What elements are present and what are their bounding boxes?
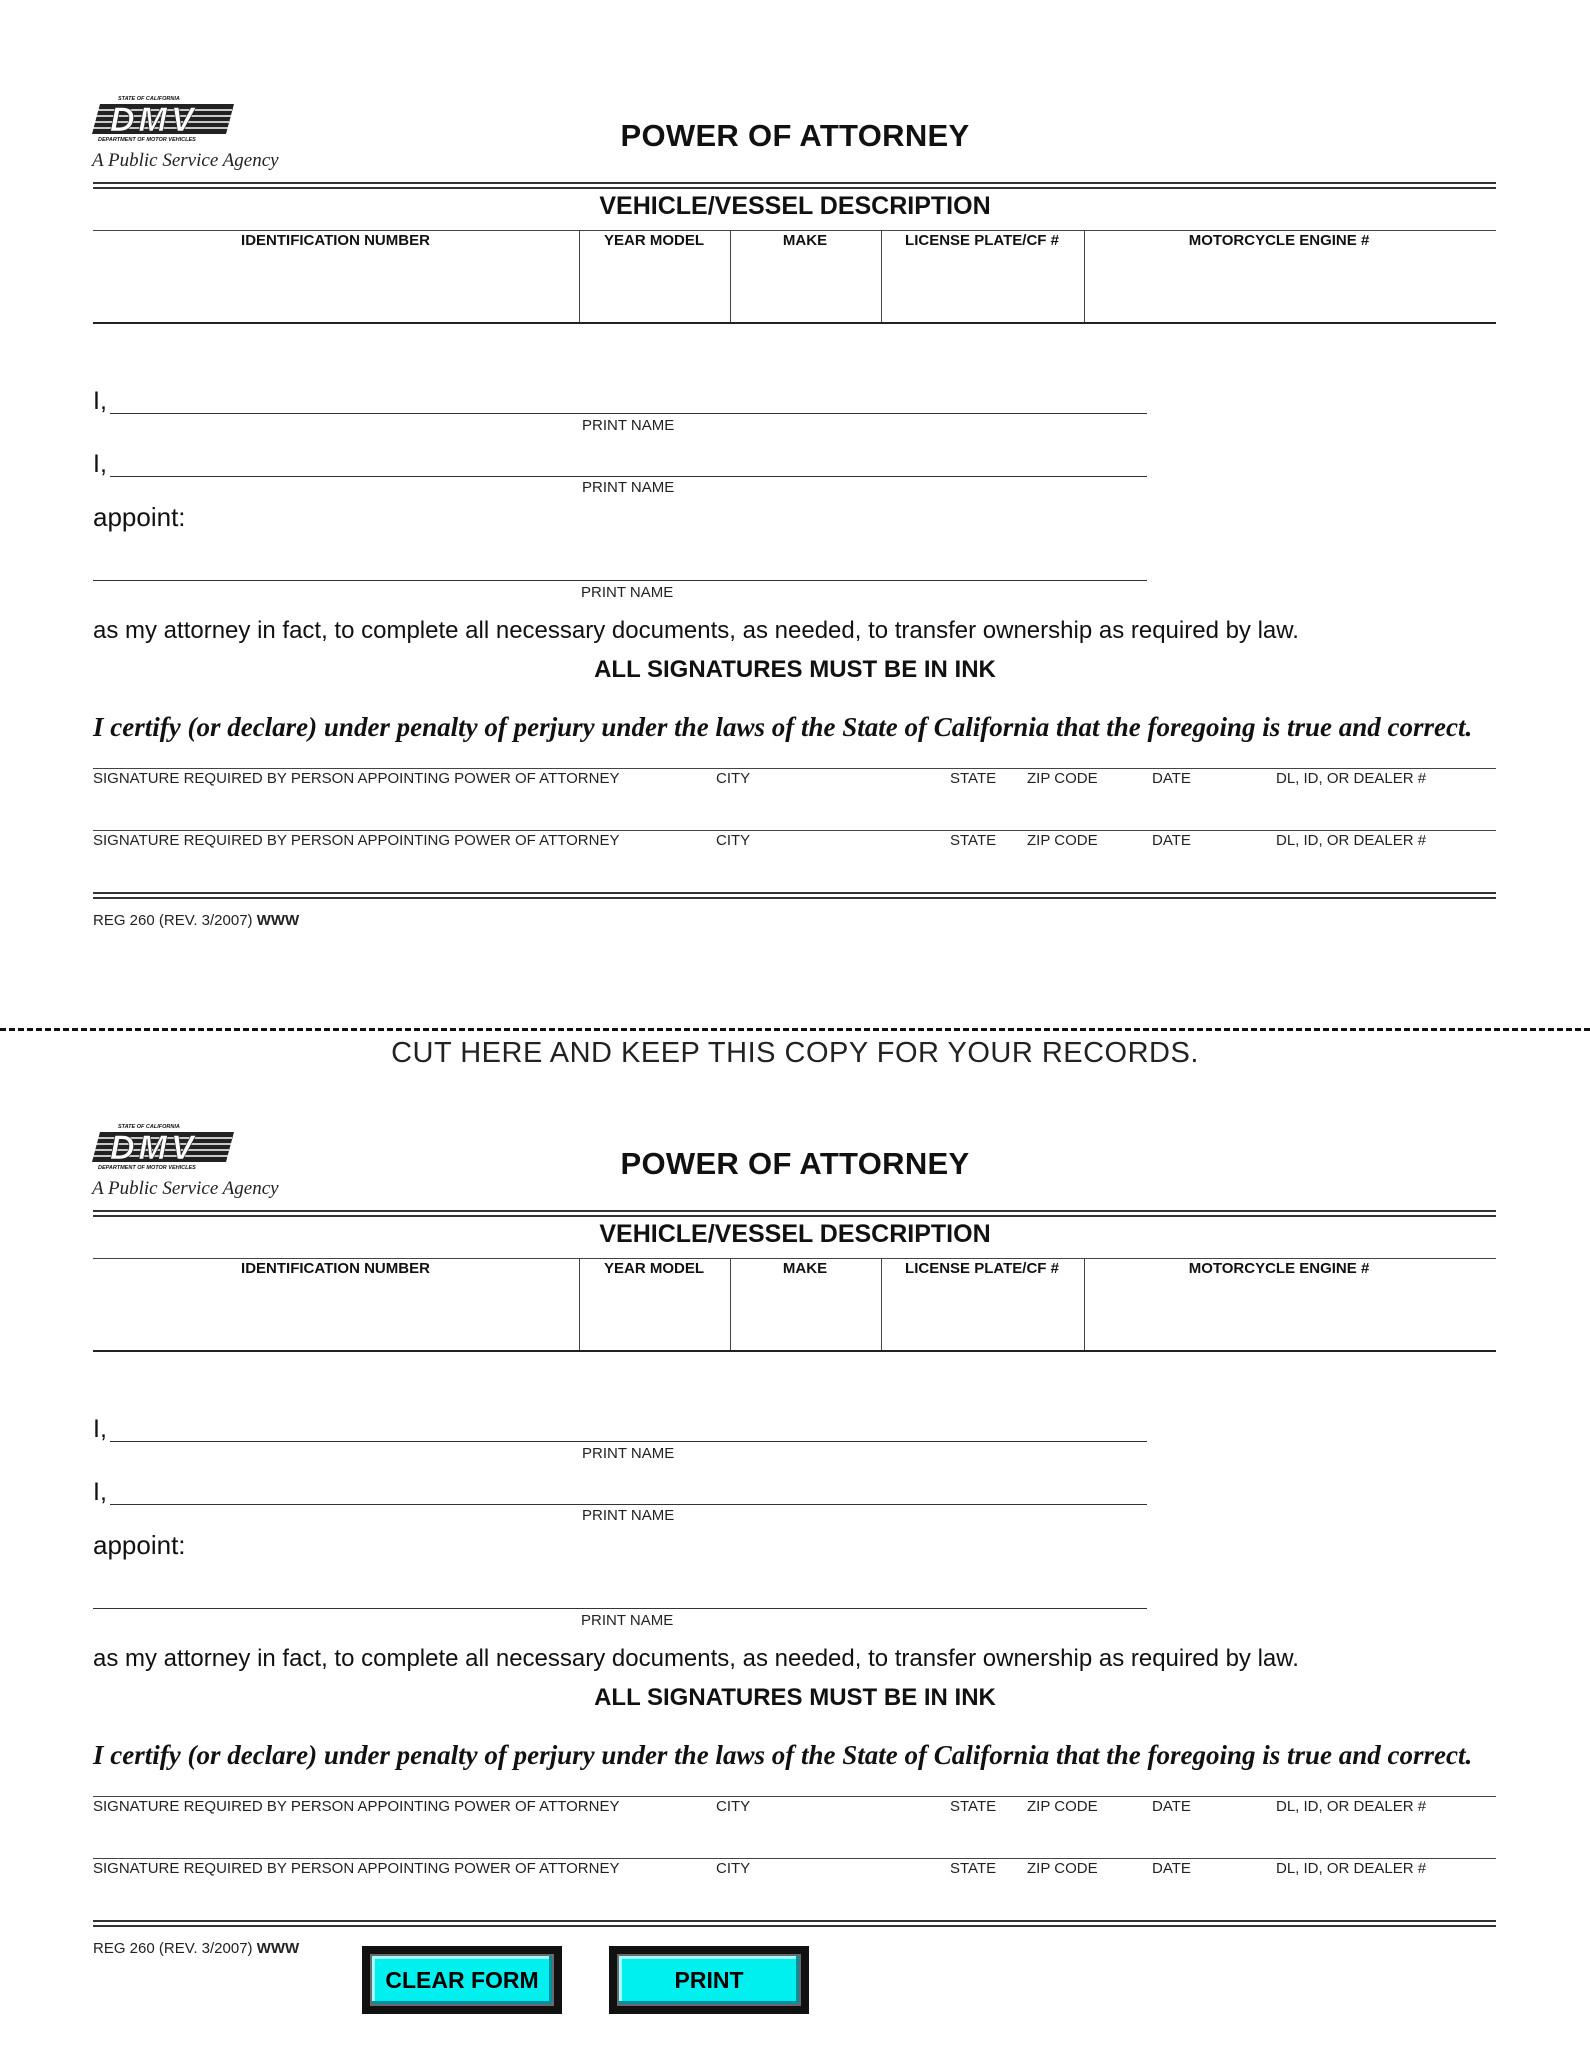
certify-statement: I certify (or declare) under penalty of perjury under the laws of the State of California that the foregoing is true and correct. [93, 712, 1473, 742]
year-model-field[interactable] [580, 1278, 729, 1348]
col-year-model: YEAR MODEL [603, 232, 704, 249]
col-identification-number: IDENTIFICATION NUMBER [241, 1260, 430, 1277]
id-number-field[interactable] [93, 1278, 578, 1348]
appoint-label: appoint: [93, 1530, 186, 1560]
name-line-2 [110, 1504, 1147, 1505]
section-title: VEHICLE/VESSEL DESCRIPTION [599, 1220, 991, 1248]
agency-tagline: A Public Service Agency [92, 150, 279, 171]
id-number-field[interactable] [93, 250, 578, 320]
double-rule [93, 1920, 1496, 1927]
logo-mark-text: DMV [110, 101, 198, 139]
form-number-suffix: WWW [256, 1940, 300, 1957]
print-name-caption: PRINT NAME [582, 1445, 675, 1462]
clear-form-button-label[interactable]: CLEAR FORM [370, 1954, 554, 2006]
owner-name-field-1[interactable] [110, 385, 1147, 413]
double-rule [93, 892, 1496, 899]
dl-label: DL, ID, OR DEALER # [1276, 770, 1427, 787]
attorney-name-line [93, 580, 1147, 581]
col-year-model: YEAR MODEL [603, 1260, 704, 1277]
city-label: CITY [716, 1860, 751, 1877]
dl-label: DL, ID, OR DEALER # [1276, 1860, 1427, 1877]
signature-label: SIGNATURE REQUIRED BY PERSON APPOINTING POWER OF ATTORNEY [93, 770, 620, 787]
state-label: STATE [950, 770, 997, 787]
print-name-caption: PRINT NAME [581, 584, 674, 601]
engine-number-field[interactable] [1085, 250, 1495, 320]
make-field[interactable] [731, 1278, 880, 1348]
form-number-suffix: WWW [256, 912, 300, 929]
date-label: DATE [1152, 1798, 1191, 1815]
double-rule [93, 1210, 1496, 1217]
form-number [93, 912, 299, 929]
state-label: STATE [950, 1798, 997, 1815]
print-name-caption: PRINT NAME [582, 417, 675, 434]
appoint-label: appoint: [93, 502, 186, 532]
city-label: CITY [716, 770, 751, 787]
license-plate-field[interactable] [882, 1278, 1083, 1348]
form-title: POWER OF ATTORNEY [620, 118, 970, 153]
table-top-rule [93, 1258, 1496, 1259]
dl-label: DL, ID, OR DEALER # [1276, 832, 1427, 849]
zip-label: ZIP CODE [1027, 1860, 1098, 1877]
state-label: STATE [950, 832, 997, 849]
year-model-field[interactable] [580, 250, 729, 320]
logo-dept-text: DEPARTMENT OF MOTOR VEHICLES [98, 1165, 196, 1171]
form-number [93, 1940, 299, 1957]
col-license-plate: LICENSE PLATE/CF # [905, 232, 1059, 249]
agency-tagline: A Public Service Agency [92, 1178, 279, 1199]
name-line-1 [110, 413, 1147, 414]
col-make: MAKE [782, 232, 828, 249]
col-identification-number: IDENTIFICATION NUMBER [241, 232, 430, 249]
city-label: CITY [716, 832, 751, 849]
attorney-text: as my attorney in fact, to complete all necessary documents, as needed, to transfer ownership as required by law. [93, 617, 1299, 644]
i-label-1: I, [93, 1415, 107, 1443]
owner-name-field-1[interactable] [110, 1413, 1147, 1441]
owner-name-field-2[interactable] [110, 448, 1147, 476]
zip-label: ZIP CODE [1027, 1798, 1098, 1815]
table-bottom-rule [93, 1350, 1496, 1352]
attorney-name-field[interactable] [93, 1578, 1147, 1608]
zip-label: ZIP CODE [1027, 770, 1098, 787]
col-motorcycle-engine: MOTORCYCLE ENGINE # [1188, 232, 1370, 249]
signature-label: SIGNATURE REQUIRED BY PERSON APPOINTING POWER OF ATTORNEY [93, 1798, 620, 1815]
i-label-2: I, [93, 450, 107, 478]
signature-label: SIGNATURE REQUIRED BY PERSON APPOINTING POWER OF ATTORNEY [93, 1860, 620, 1877]
table-bottom-rule [93, 322, 1496, 324]
attorney-name-line [93, 1608, 1147, 1609]
double-rule [93, 182, 1496, 189]
logo-state-text: STATE OF CALIFORNIA [118, 96, 180, 102]
date-label: DATE [1152, 1860, 1191, 1877]
form-copy-records [0, 1028, 1590, 1928]
attorney-text: as my attorney in fact, to complete all necessary documents, as needed, to transfer ownership as required by law. [93, 1645, 1299, 1672]
make-field[interactable] [731, 250, 880, 320]
form-title: POWER OF ATTORNEY [620, 1146, 970, 1181]
city-label: CITY [716, 1798, 751, 1815]
owner-name-field-2[interactable] [110, 1476, 1147, 1504]
form-number-text: REG 260 (REV. 3/2007) [93, 1940, 253, 1957]
table-top-rule [93, 230, 1496, 231]
cut-instructions: CUT HERE AND KEEP THIS COPY FOR YOUR RECORDS. [391, 1037, 1199, 1069]
form-number-text: REG 260 (REV. 3/2007) [93, 912, 253, 929]
col-make: MAKE [782, 1260, 828, 1277]
state-label: STATE [950, 1860, 997, 1877]
engine-number-field[interactable] [1085, 1278, 1495, 1348]
ink-notice: ALL SIGNATURES MUST BE IN INK [594, 1684, 996, 1711]
print-name-caption: PRINT NAME [582, 479, 675, 496]
print-name-caption: PRINT NAME [581, 1612, 674, 1629]
i-label-2: I, [93, 1478, 107, 1506]
license-plate-field[interactable] [882, 250, 1083, 320]
date-label: DATE [1152, 832, 1191, 849]
zip-label: ZIP CODE [1027, 832, 1098, 849]
name-line-1 [110, 1441, 1147, 1442]
section-title: VEHICLE/VESSEL DESCRIPTION [599, 192, 991, 220]
print-button[interactable] [609, 1946, 809, 2014]
logo-dept-text: DEPARTMENT OF MOTOR VEHICLES [98, 137, 196, 143]
attorney-name-field[interactable] [93, 550, 1147, 580]
signature-label: SIGNATURE REQUIRED BY PERSON APPOINTING POWER OF ATTORNEY [93, 832, 620, 849]
col-license-plate: LICENSE PLATE/CF # [905, 1260, 1059, 1277]
dl-label: DL, ID, OR DEALER # [1276, 1798, 1427, 1815]
name-line-2 [110, 476, 1147, 477]
clear-form-button[interactable] [362, 1946, 562, 2014]
print-name-caption: PRINT NAME [582, 1507, 675, 1524]
print-button-label[interactable]: PRINT [617, 1954, 801, 2006]
date-label: DATE [1152, 770, 1191, 787]
ink-notice: ALL SIGNATURES MUST BE IN INK [594, 656, 996, 683]
col-motorcycle-engine: MOTORCYCLE ENGINE # [1188, 1260, 1370, 1277]
form-copy-original [0, 0, 1590, 929]
i-label-1: I, [93, 387, 107, 415]
certify-statement: I certify (or declare) under penalty of perjury under the laws of the State of California that the foregoing is true and correct. [93, 1740, 1473, 1770]
logo-mark-text: DMV [110, 1129, 198, 1167]
logo-state-text: STATE OF CALIFORNIA [118, 1124, 180, 1130]
